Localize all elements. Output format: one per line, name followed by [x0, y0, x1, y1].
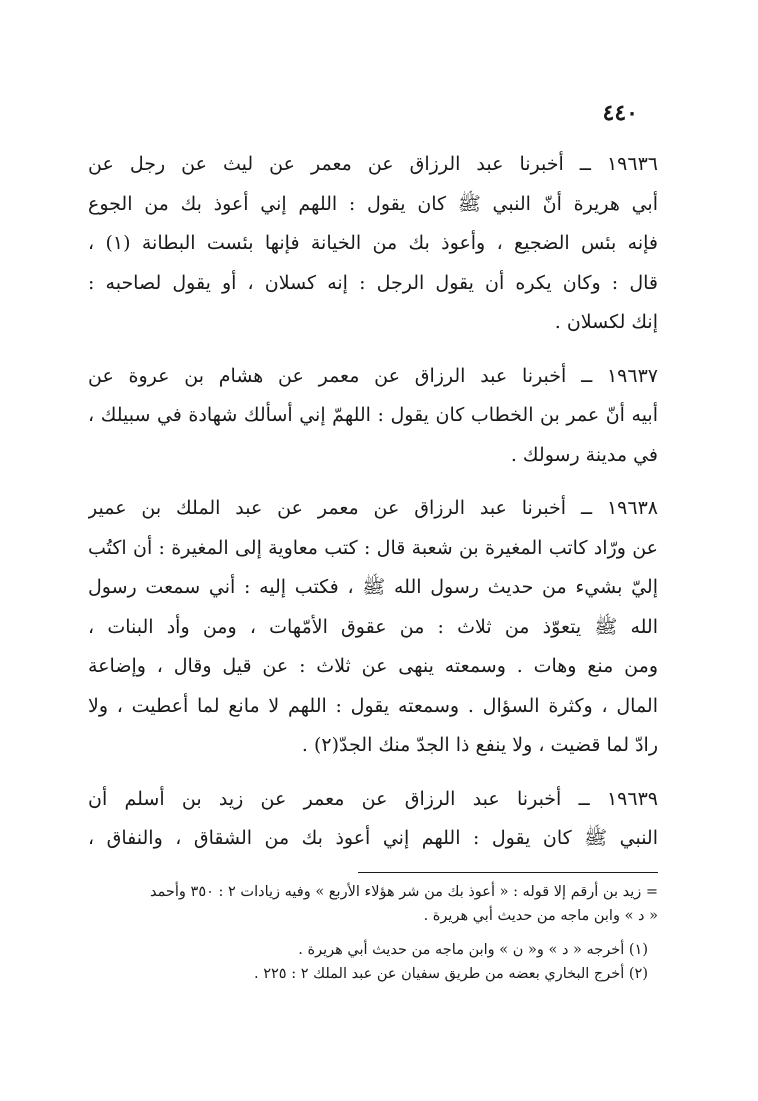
text-line: رادّ لما قضيت ، ولا ينفع ذا الجدّ منك الجدّ(٢) . — [301, 734, 658, 756]
text-line: النبي ﷺ كان يقول : اللهم إني أعوذ بك من الشقاق ، والنفاق ، — [88, 827, 658, 849]
text-line: في مدينة رسولك . — [510, 443, 658, 466]
footnotes — [68, 880, 658, 986]
footnote-1: (١) أخرجه « د » و« ن » وابن ماجه من حديث أبي هريرة . — [298, 942, 648, 958]
text-line: فإنه بئس الضجيع ، وأعوذ بك من الخيانة فإنها بئست البطانة (١) ، — [88, 232, 658, 254]
text-line: الله ﷺ يتعوّذ من ثلاث : من عقوق الأمّهات ، ومن وأد البنات ، — [88, 615, 658, 638]
text-line: قال : وكان يكره أن يقول الرجل : إنه كسلان ، أو يقول لصاحبه : — [88, 271, 658, 294]
text-line: ١٩٦٣٨ ــ أخبرنا عبد الرزاق عن معمر عن عبد الملك بن عمير — [88, 497, 658, 519]
hadith-entry-19638 — [88, 489, 658, 766]
footnote-continuation-line: « د » وابن ماجه من حديث أبي هريرة . — [423, 908, 658, 924]
text-line: إليّ بشيء من حديث رسول الله ﷺ ، فكتب إليه : أني سمعت رسول — [88, 576, 658, 598]
text-line: المال ، وكثرة السؤال . وسمعته يقول : اللهم لا مانع لما أعطيت ، ولا — [88, 694, 658, 717]
text-line: ومن منع وهات . وسمعته ينهى عن ثلاث : عن قيل وقال ، وإضاعة — [88, 655, 658, 677]
hadith-entry-19639 — [88, 780, 658, 859]
footnote-2: (٢) أخرج البخاري بعضه من طريق سفيان عن عبد الملك ٢ : ٢٢٥ . — [254, 966, 648, 982]
text-line: عن ورّاد كاتب المغيرة بن شعبة قال : كتب معاوية إلى المغيرة : أن اكتُب — [88, 536, 658, 559]
hadith-entry-19637 — [88, 357, 658, 476]
text-line: ١٩٦٣٦ ــ أخبرنا عبد الرزاق عن معمر عن ليث عن رجل عن — [88, 153, 658, 175]
text-line: ١٩٦٣٩ ــ أخبرنا عبد الرزاق عن معمر عن زيد بن أسلم أن — [88, 787, 658, 810]
hadith-text — [88, 145, 658, 873]
hadith-entry-19636 — [88, 145, 658, 343]
footnote-divider — [358, 872, 658, 873]
text-line: أبي هريرة أنّ النبي ﷺ كان يقول : اللهم إني أعوذ بك من الجوع — [88, 192, 658, 215]
footnote-continuation-line: = زيد بن أرقم إلا قوله : « أعوذ بك من شر هؤلاء الأربع » وفيه زيادات ٢ : ٣٥٠ وأحمد — [149, 884, 658, 900]
text-line: إنك لكسلان . — [554, 311, 658, 333]
text-line: ١٩٦٣٧ ــ أخبرنا عبد الرزاق عن معمر عن هشام بن عروة عن — [88, 364, 658, 387]
page-number: ٤٤٠ — [602, 100, 638, 126]
text-line: أبيه أنّ عمر بن الخطاب كان يقول : اللهمّ إني أسألك شهادة في سبيلك ، — [88, 404, 658, 426]
